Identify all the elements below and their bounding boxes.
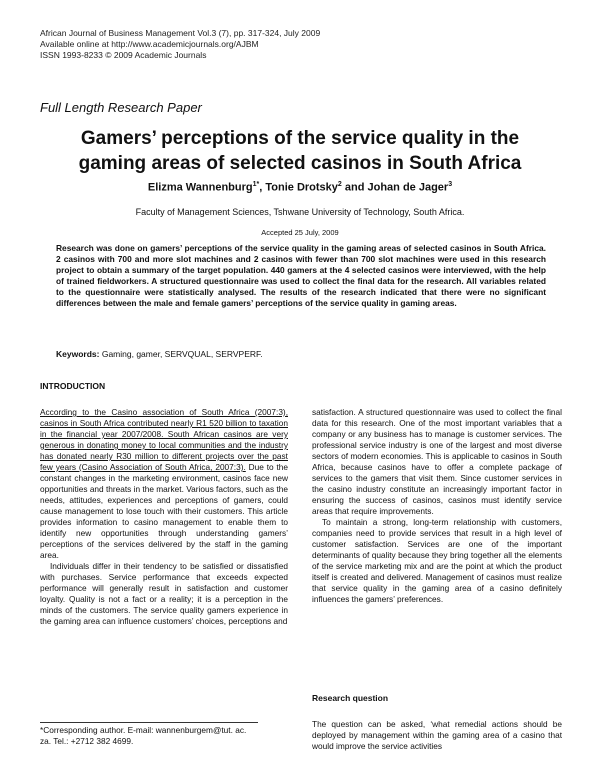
keywords-label: Keywords: — [56, 349, 100, 359]
intro-p1-highlight: According to the Casino association of South Africa (2007:3), casinos in South Africa contributed nearly R1 520 billion to taxation in the financial year 2007/2008. South African casinos are very generous in donating money to local communities and the industry has donated nearly R30 million to different projects over the past few years (Casino Association of South Africa, 2007:3). — [40, 407, 288, 472]
paper-title — [30, 126, 570, 176]
author-2: Tonie Drotsky — [265, 181, 338, 194]
footnote-line-1: *Corresponding author. E-mail: wannenburgem@tut. ac. — [40, 725, 247, 735]
author-2-affil: 2 — [337, 181, 342, 188]
intro-paragraph-3: satisfaction. A structured questionnaire was used to collect the final data for this research. One of the most important variables that a company or any business has to manage is customer services. The professional service industry is one of the largest and most diverse sectors of modern economies. This is applicable to casinos in South Africa, because casinos have to offer a complete package of services to the gamers that visit them. Since customer services in the casino industry constitute an increasingly important factor in ensuring the success of casinos, casinos must identify service areas that require improvements. — [312, 407, 562, 516]
author-3: Johan de Jager — [367, 181, 449, 194]
journal-issn: ISSN 1993-8233 © 2009 Academic Journals — [40, 50, 207, 60]
intro-p1-rest: Due to the constant changes in the marketing environment, casinos face new opportunities and threats in the market. Various factors, such as the needs, attitudes, experiences and perceptions of gamers, could cause management to lose touch with their customers. This article provides information to casino management to enable them to identify new opportunities through understanding gamers’ perceptions of the services delivered by the staff in the gaming area. — [40, 462, 289, 560]
author-and: and — [344, 181, 365, 194]
journal-header — [40, 28, 320, 61]
research-question-heading: Research question — [312, 693, 389, 703]
intro-paragraph-2: Individuals differ in their tendency to be satisfied or dissatisfied with purchases. Service performance that exceeds expected performance will generally result in satisfaction and customer loyalty. Quality is not a fact or a reality; it is a perception in the minds of the customers. The service quality gamers experience in the gaming area can influence customers’ choices, perceptions and — [40, 561, 288, 626]
corresponding-mark: * — [256, 181, 260, 188]
intro-column-right — [312, 407, 562, 605]
author-list: Elizma Wannenburg$^{1*}$, Tonie Drotsky$^2$ and Johan de Jager$^3$ — [147, 181, 453, 194]
intro-paragraph-1 — [40, 407, 288, 561]
keywords-text: Gaming, gamer, SERVQUAL, SERVPERF. — [101, 349, 263, 359]
author-1: Elizma Wannenburg — [147, 181, 253, 194]
journal-citation: African Journal of Business Management Vol.3 (7), pp. 317-324, July 2009 — [40, 28, 321, 38]
intro-heading: INTRODUCTION — [40, 381, 106, 391]
intro-column-left — [40, 407, 288, 627]
journal-url: Available online at http://www.academicjournals.org/AJBM — [40, 39, 259, 49]
affiliation: Faculty of Management Sciences, Tshwane University of Technology, South Africa. — [135, 207, 465, 217]
footnote-line-2: za. Tel.: +2712 382 4699. — [40, 736, 134, 746]
footnote-divider — [40, 722, 258, 723]
title-line-2: gaming areas of selected casinos in South Africa — [78, 153, 522, 174]
research-type: Full Length Research Paper — [40, 100, 202, 115]
accepted-date: Accepted 25 July, 2009 — [261, 228, 339, 237]
author-3-affil: 3 — [448, 181, 453, 188]
keywords — [56, 349, 546, 359]
intro-paragraph-4: To maintain a strong, long-term relationship with customers, companies need to provide services that result in a high level of customer satisfaction. Services are one of the important determinants of quality because they bring together all the elements of the service marketing mix and are the point at which the product itself is created and delivered. Management of casinos must realize that service quality in the gaming area of a casino definitely influences the gamers’ preferences. — [312, 517, 562, 604]
abstract: Research was done on gamers’ perceptions of the service quality in the gaming areas of selected casinos in South Africa. 2 casinos with 700 and more slot machines and 2 casinos with fewer than 700 slot machines were used in this research project to obtain a summary of the target population. 440 gamers at the 4 selected casinos were interviewed, with the help of trained fieldworkers. A structured questionnaire was used to collect the final data for the research. All variables related to the questionnaire were statistically analysed. The results of the research indicated that there were no significant differences between the male and female gamers’ perceptions of the service quality in gaming areas. — [56, 243, 546, 308]
footnote — [40, 725, 290, 747]
title-line-1: Gamers’ perceptions of the service quality in the — [80, 128, 520, 149]
research-question-text: The question can be asked, ‘what remedial actions should be deployed by management within the gaming area of a casino that would improve the service activities — [312, 719, 562, 751]
author-1-affil: 1 — [252, 181, 257, 188]
